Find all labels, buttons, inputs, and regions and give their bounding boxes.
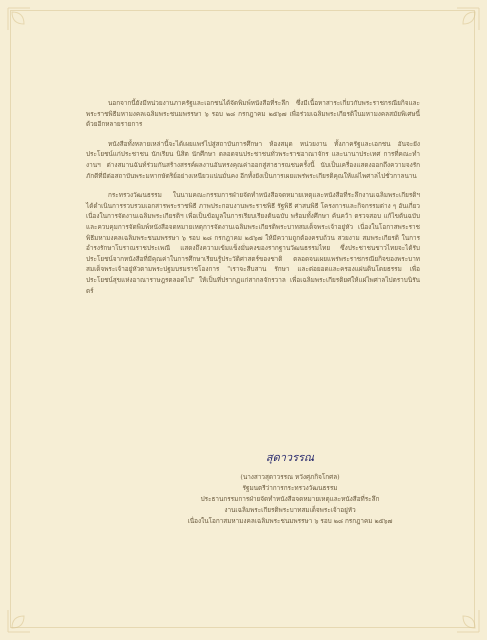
body-text	[86, 98, 420, 305]
signatory-position: งานเฉลิมพระเกียรติพระบาทสมเด็จพระเจ้าอยู่หัว	[224, 506, 356, 514]
paragraph-1: นอกจากนี้ยังมีหน่วยงานภาครัฐและเอกชนได้จัดพิมพ์หนังสือที่ระลึก ซึ่งมีเนื้อหาสาระเกี่ยวกับพระราชกรณียกิจและพระราชพิธีมหามงคลเฉลิมพระชนมพรรษา ๖ รอบ ๒๘ กรกฎาคม ๒๕๖๗ เพื่อร่วมเฉลิมพระเกียรติในมหามงคลสมัยพิเศษนี้ด้วยอีกหลายรายการ	[86, 99, 420, 129]
signatory-name: (นางสาวสุดาวรรณ หวังศุภกิจโกศล)	[240, 473, 340, 481]
handwritten-signature: สุดาวรรณ	[265, 451, 315, 464]
corner-ornament-icon	[441, 594, 481, 634]
corner-ornament-icon	[441, 6, 481, 46]
corner-ornament-icon	[6, 6, 46, 46]
corner-ornament-icon	[6, 594, 46, 634]
signatory-position: เนื่องในโอกาสมหามงคลเฉลิมพระชนมพรรษา ๖ รอบ ๒๘ กรกฎาคม ๒๕๖๗	[187, 517, 393, 525]
paragraph-3: กระทรวงวัฒนธรรม ในนามคณะกรรมการฝ่ายจัดทำหนังสือจดหมายเหตุและหนังสือที่ระลึกงานเฉลิมพระเกียรติฯ ได้ดำเนินการรวบรวมเอกสารพระราชพิธี ภาพประกอบงานพระราชพิธี รัฐพิธี ศาสนพิธี โครงการและกิจกรรมต่าง ๆ อันเกี่ยวเนื่องในการจัดงานเฉลิมพระเกียรติฯ เพื่อเป็นข้อมูลในการเรียบเรียงต้นฉบับ พร้อมทั้งศึกษา ค้นคว้า ตรวจสอบ แก้ไขต้นฉบับ และควบคุมการจัดพิมพ์หนังสือจดหมายเหตุการจัดงานเฉลิมพระเกียรติพระบาทสมเด็จพระเจ้าอยู่หัว เนื่องในโอกาสพระราชพิธีมหามงคลเฉลิมพระชนมพรรษา ๖ รอบ ๒๘ กรกฎาคม ๒๕๖๗ ให้มีความถูกต้องครบถ้วน สวยงาม สมพระเกียรติ ในการอำรงรักษาโบราณราชประเพณี แสดงถึงความเข้มแข็งมั่นคงของรากฐานวัฒนธรรมไทย ซึ่งประชาชนชาวไทยจะได้รับประโยชน์จากหนังสือที่มีคุณค่าในการศึกษาเรียนรู้ประวัติศาสตร์ของชาติ ตลอดจนเผยแพร่พระราชกรณียกิจของพระบาทสมเด็จพระเจ้าอยู่หัวตามพระปฐมบรมราชโองการ "เราจะสืบสาน รักษา และต่อยอดและครองแผ่นดินโดยธรรม เพื่อประโยชน์สุขแห่งอาณาราษฎรตลอดไป" ให้เป็นที่ปรากฏแก่สากลจักรวาล เพื่อเฉลิมพระเกียรติยศให้แผ่ไพศาลไปตราบนิรันดร์	[86, 191, 420, 295]
paragraph-2: หนังสือทั้งหลายเหล่านี้จะได้เผยแพร่ไปสู่สถาบันการศึกษา ห้องสมุด หน่วยงาน ทั้งภาครัฐและเอกชน อันจะยังประโยชน์แก่ประชาชน นักเรียน นิสิต นักศึกษา ตลอดจนประชาชนทั่วพระราชอาณาจักร และนานาประเทศ การที่คณะทำงานฯ ต่างสมานฉันท์ร่วมกันสร้างสรรค์ผลงานอันทรงคุณค่าออกสู่สาธารณชนครั้งนี้ นับเป็นเครื่องแสดงออกถึงความจงรักภักดีที่มีต่อสถาบันพระมหากษัตริย์อย่างเหนียวแน่นมั่นคง อีกทั้งยังเป็นการเผยแพร่พระเกียรติคุณให้แผ่ไพศาลไปชั่วกาลนาน	[86, 139, 420, 180]
signatory-position: ประธานกรรมการฝ่ายจัดทำหนังสือจดหมายเหตุและหนังสือที่ระลึก	[200, 495, 380, 503]
signatory-position: รัฐมนตรีว่าการกระทรวงวัฒนธรรม	[242, 484, 338, 492]
signature-block	[150, 448, 430, 527]
